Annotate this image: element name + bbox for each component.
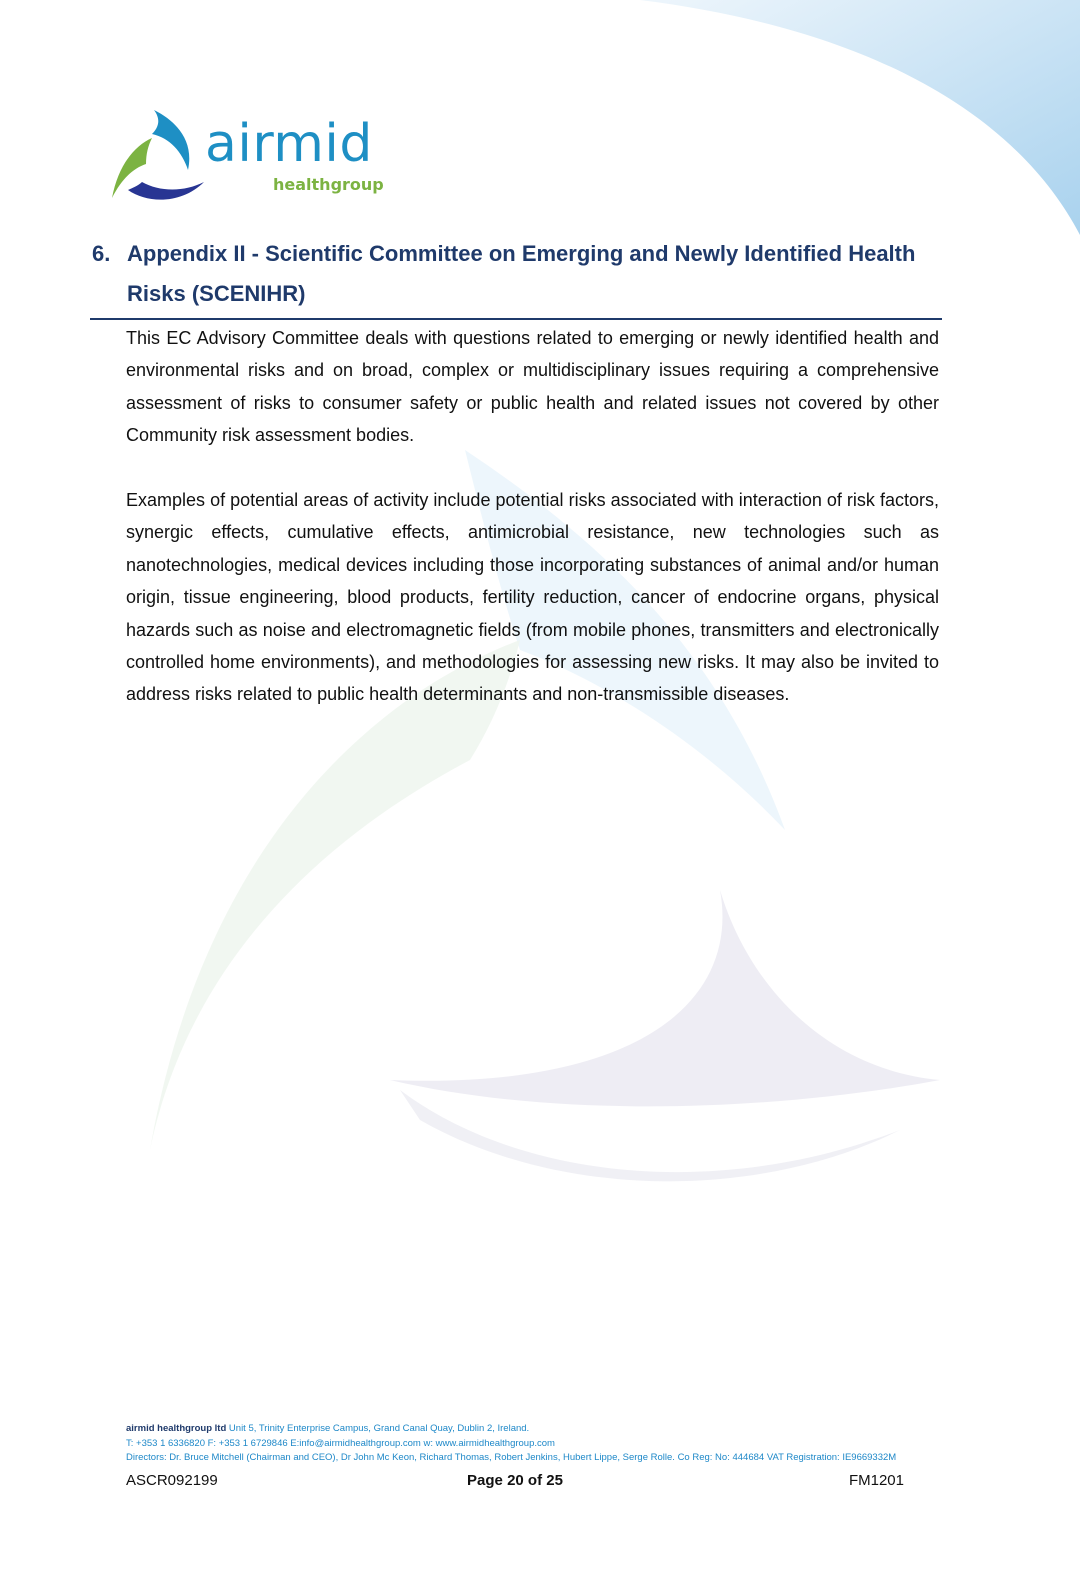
paragraph-committee-scope: This EC Advisory Committee deals with questions related to emerging or newly identified health and environmental risks and on broad, complex or multidisciplinary issues requiring a comprehensive assessment of risks to consumer safety or public health and related issues not covered by other Community risk assessment bodies. <box>126 328 939 446</box>
paragraph-activity-examples: Examples of potential areas of activity include potential risks associated with interaction of risk factors, synergic effects, cumulative effects, antimicrobial resistance, new technologies such as nanotechnologies, medical devices including those incorporating substances of animal and/or human origin, tissue engineering, blood products, fertility reduction, cancer of endocrine organs, physical hazards such as noise and electromagnetic fields (from mobile phones, transmitters and electronically controlled home environments), and methodologies for assessing new risks. It may also be invited to address risks related to public health determinants and non-transmissible diseases. <box>126 490 939 705</box>
footer-bar <box>126 1471 904 1491</box>
watermark-gray-leaf <box>390 890 940 1106</box>
corner-swoosh <box>640 0 1080 235</box>
section-number: 6. <box>92 241 111 266</box>
logo-mark-icon <box>112 108 204 203</box>
heading-divider <box>90 318 942 320</box>
footer-contact: T: +353 1 6336820 F: +353 1 6729846 E:info@airmidhealthgroup.com w: www.airmidhealthgroup.com <box>126 1437 555 1449</box>
company-logo <box>112 108 382 203</box>
logo-subtitle: healthgroup <box>273 175 384 194</box>
form-code: FM1201 <box>848 1472 904 1489</box>
footer-directors: Directors: Dr. Bruce Mitchell (Chairman and CEO), Dr John Mc Keon, Richard Thomas, Robert Jenkins, Hubert Lippe, Serge Rolle. Co Reg: No: 444684 VAT Registration: IE9669332M <box>126 1452 897 1463</box>
footer-company-info <box>126 1422 946 1466</box>
watermark-green-leaf <box>150 640 520 1150</box>
logo-wordmark: airmid <box>205 114 373 174</box>
footer-address: Unit 5, Trinity Enterprise Campus, Grand Canal Quay, Dublin 2, Ireland. <box>228 1423 530 1434</box>
page-number: Page 20 of 25 <box>467 1472 563 1489</box>
footer-address-line <box>126 1422 946 1437</box>
section-title: Appendix II - Scientific Committee on Emerging and Newly Identified Health Risks (SCENIHR) <box>127 241 916 306</box>
document-reference: ASCR092199 <box>126 1472 218 1489</box>
section-heading <box>92 234 952 314</box>
footer-company-name: airmid healthgroup ltd <box>126 1423 227 1434</box>
